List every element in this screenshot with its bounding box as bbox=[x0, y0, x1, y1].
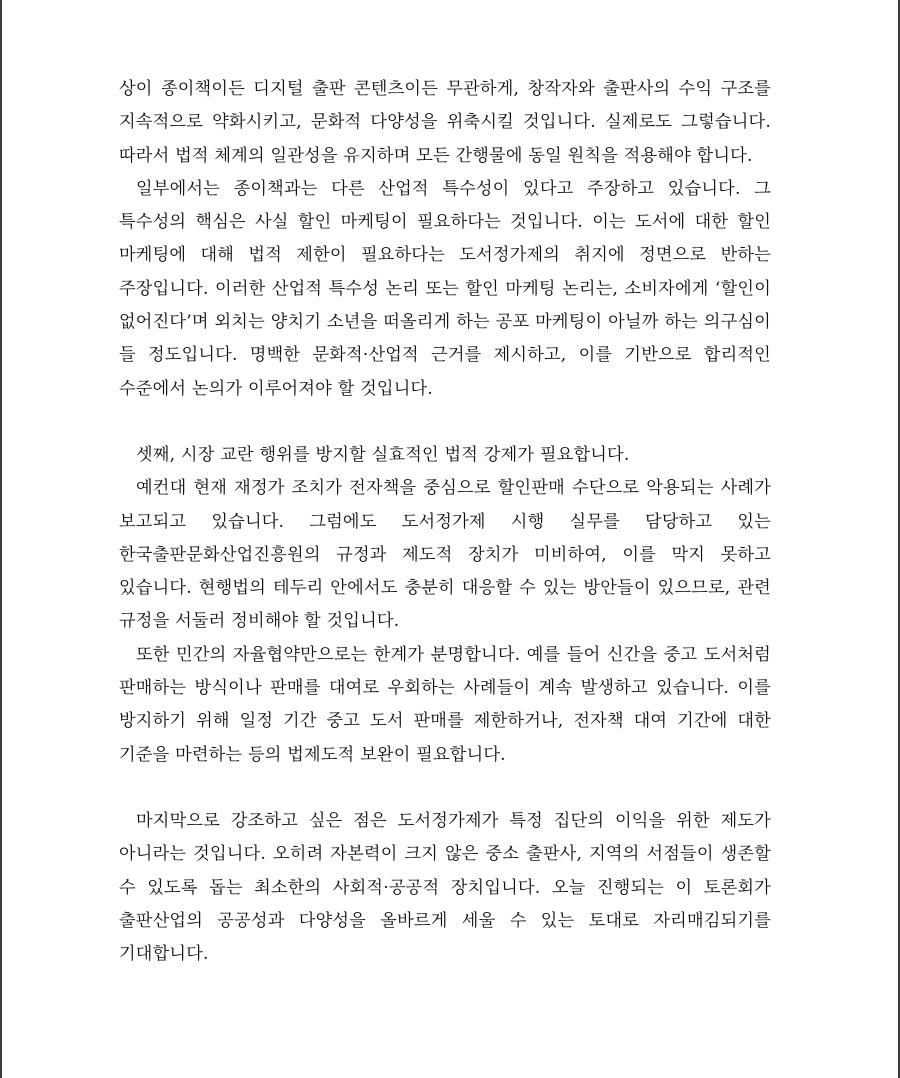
paragraph-third-point: 셋째, 시장 교란 행위를 방지할 실효적인 법적 강제가 필요합니다. bbox=[136, 444, 630, 465]
paragraph-self-regulation-limits: 또한 민간의 자율협약만으로는 한계가 분명합니다. 예를 들어 신간을 중고 도서처럼 판매하는 방식이나 판매를 대여로 우회하는 사례들이 계속 발생하고 있습니다. 이를 방지하기 위해 일정 기간 중고 도서 판매를 제한하거나, 전자책 대여 기간에 대한 기준을 마련하는 등의 법제도적 보완이 필요합니다. bbox=[119, 644, 771, 765]
paragraph-industry-specificity: 일부에서는 종이책과는 다른 산업적 특수성이 있다고 주장하고 있습니다. 그 특수성의 핵심은 사실 할인 마케팅이 필요하다는 것입니다. 이는 도서에 대한 할인 마케팅에 대해 법적 제한이 필요하다는 도서정가제의 취지에 정면으로 반하는 주장입니다. 이러한 산업적 특수성 논리 또는 할인 마케팅 논리는, 소비자에게 ‘할인이 없어진다’며 외치는 양치기 소년을 떠올리게 하는 공포 마케팅이 아닐까 하는 의구심이 들 정도입니다. 명백한 문화적·산업적 근거를 제시하고, 이를 기반으로 합리적인 수준에서 논의가 이루어져야 할 것입니다. bbox=[119, 178, 771, 399]
paragraph-conclusion: 마지막으로 강조하고 싶은 점은 도서정가제가 특정 집단의 이익을 위한 제도가 아니라는 것입니다. 오히려 자본력이 크지 않은 중소 출판사, 지역의 서점들이 생존할 수 있도록 돕는 최소한의 사회적·공공적 장치입니다. 오늘 진행되는 이 토론회가 출판산업의 공공성과 다양성을 올바르게 세울 수 있는 토대로 자리매김되기를 기대합니다. bbox=[119, 810, 771, 965]
paragraph-continuation: 상이 종이책이든 디지털 출판 콘텐츠이든 무관하게, 창작자와 출판사의 수익 구조를 지속적으로 약화시키고, 문화적 다양성을 위축시킬 것입니다. 실제로도 그렇습니다. 따라서 법적 체계의 일관성을 유지하며 모든 간행물에 동일 원칙을 적용해야 합니다. bbox=[119, 79, 771, 166]
document-body bbox=[119, 73, 771, 971]
paragraph-repricing-abuse: 예컨대 현재 재정가 조치가 전자책을 중심으로 할인판매 수단으로 악용되는 사례가 보고되고 있습니다. 그럼에도 도서정가제 시행 실무를 담당하고 있는 한국출판문화산업진흥원의 규정과 제도적 장치가 미비하여, 이를 막지 못하고 있습니다. 현행법의 테두리 안에서도 충분히 대응할 수 있는 방안들이 있으므로, 관련 규정을 서둘러 정비해야 할 것입니다. bbox=[119, 478, 771, 632]
